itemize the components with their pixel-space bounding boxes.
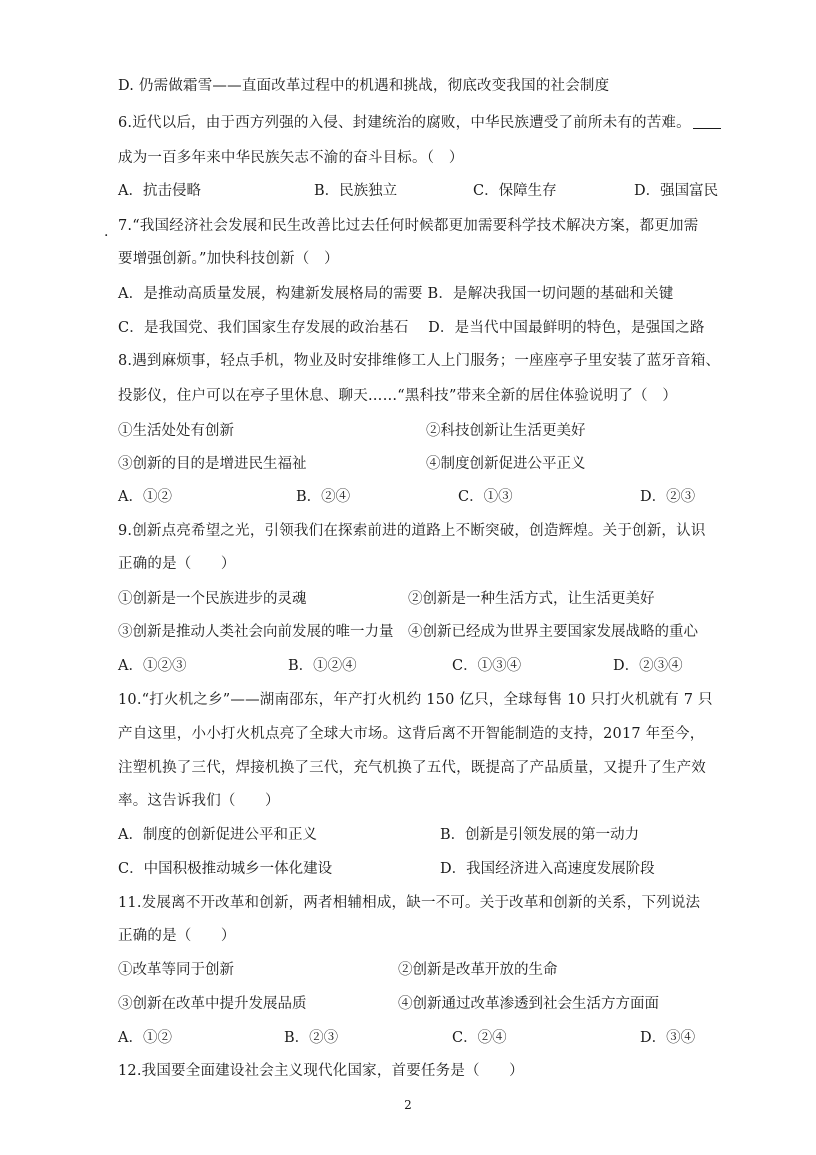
q7-options-ab: A．是推动高质量发展，构建新发展格局的需要 B．是解决我国一切问题的基础和关键 (118, 286, 674, 302)
q8-item-4: ④制度创新促进公平正义 (426, 456, 586, 472)
q9-option-b: B．①②④ (288, 658, 357, 674)
q11-item-3: ③创新在改革中提升发展品质 (118, 996, 307, 1012)
q9-option-d: D．②③④ (613, 658, 683, 674)
q8-option-b: B．②④ (296, 489, 351, 505)
q11-stem-line2: 正确的是（ ） (118, 928, 236, 944)
q9-stem-line1: 9.创新点亮希望之光，引领我们在探索前进的道路上不断突破，创造辉煌。关于创新，认识 (118, 523, 706, 539)
q8-item-3: ③创新的目的是增进民生福祉 (118, 456, 307, 472)
q10-option-a: A．制度的创新促进公平和正义 (118, 827, 317, 843)
q11-option-b: B．②③ (284, 1030, 339, 1046)
q10-option-d: D．我国经济进入高速度发展阶段 (440, 861, 655, 877)
q8-option-c: C．①③ (458, 489, 513, 505)
q11-option-d: D．③④ (640, 1030, 696, 1046)
q7-options-cd: C．是我国党、我们国家生存发展的政治基石 D．是当代中国最鲜明的特色，是强国之路 (118, 320, 705, 336)
q11-stem-line1: 11.发展离不开改革和创新，两者相辅相成，缺一不可。关于改革和创新的关系，下列说法 (118, 895, 701, 911)
q6-stem-text: 6.近代以后，由于西方列强的入侵、封建统治的腐败，中华民族遭受了前所未有的苦难。 (118, 115, 691, 131)
q6-stem-line2: 成为一百多年来中华民族矢志不渝的奋斗目标。（ ） (118, 150, 464, 166)
q7-stem-line2: 要增强创新。”加快科技创新（ ） (118, 251, 339, 267)
q9-option-a: A．①②③ (118, 658, 187, 674)
q8-option-d: D．②③ (640, 489, 696, 505)
option-d-previous: D. 仍需做霜雪——直面改革过程中的机遇和挑战，彻底改变我国的社会制度 (118, 78, 610, 94)
q9-item-4: ④创新已经成为世界主要国家发展战略的重心 (408, 624, 698, 640)
q12-stem-line1: 12.我国要全面建设社会主义现代化国家，首要任务是（ ） (118, 1063, 524, 1079)
q9-item-1: ①创新是一个民族进步的灵魂 (118, 591, 307, 607)
q11-item-1: ①改革等同于创新 (118, 962, 234, 978)
q8-item-1: ①生活处处有创新 (118, 423, 234, 439)
q8-item-2: ②科技创新让生活更美好 (426, 423, 586, 439)
q6-option-a: A．抗击侵略 (118, 183, 201, 199)
q9-stem-line2: 正确的是（ ） (118, 556, 236, 572)
q11-item-2: ②创新是改革开放的生命 (398, 962, 558, 978)
q7-stem-line1: 7.“我国经济社会发展和民生改善比过去任何时候都更加需要科学技术解决方案，都更加需 (118, 218, 699, 234)
q11-item-4: ④创新通过改革渗透到社会生活方方面面 (398, 996, 659, 1012)
page-number: 2 (404, 1098, 412, 1112)
q6-option-b: B．民族独立 (314, 183, 398, 199)
q10-option-c: C．中国积极推动城乡一体化建设 (118, 861, 333, 877)
q10-stem-line3: 注塑机换了三代，焊接机换了三代，充气机换了五代，既提高了产品质量，又提升了生产效 (118, 760, 706, 776)
answer-blank (693, 114, 721, 129)
q8-stem-line2: 投影仪，住户可以在亭子里休息、聊天……“黑科技”带来全新的居住体验说明了（ ） (118, 388, 678, 404)
q10-stem-line4: 率。这告诉我们（ ） (118, 793, 280, 809)
q10-stem-line2: 产自这里，小小打火机点亮了全球大市场。这背后离不开智能制造的支持，2017 年至今， (118, 726, 705, 742)
q6-option-c: C．保障生存 (473, 183, 557, 199)
q11-option-a: A．①② (118, 1030, 172, 1046)
q9-item-3: ③创新是推动人类社会向前发展的唯一力量 (118, 624, 394, 640)
q9-option-c: C．①③④ (452, 658, 522, 674)
q10-option-b: B．创新是引领发展的第一动力 (440, 827, 640, 843)
q9-item-2: ②创新是一种生活方式，让生活更美好 (408, 591, 655, 607)
q11-option-c: C．②④ (452, 1030, 507, 1046)
q10-stem-line1: 10.“打火机之乡”——湖南邵东，年产打火机约 150 亿只，全球每售 10 只打火机就有 7 只 (118, 692, 713, 708)
q6-stem-line1 (118, 113, 716, 133)
q6-option-d: D．强国富民 (634, 183, 719, 199)
margin-mark: · (104, 228, 109, 244)
q8-option-a: A．①② (118, 489, 172, 505)
q8-stem-line1: 8.遇到麻烦事，轻点手机，物业及时安排维修工人上门服务；一座座亭子里安装了蓝牙音箱、 (118, 353, 721, 369)
